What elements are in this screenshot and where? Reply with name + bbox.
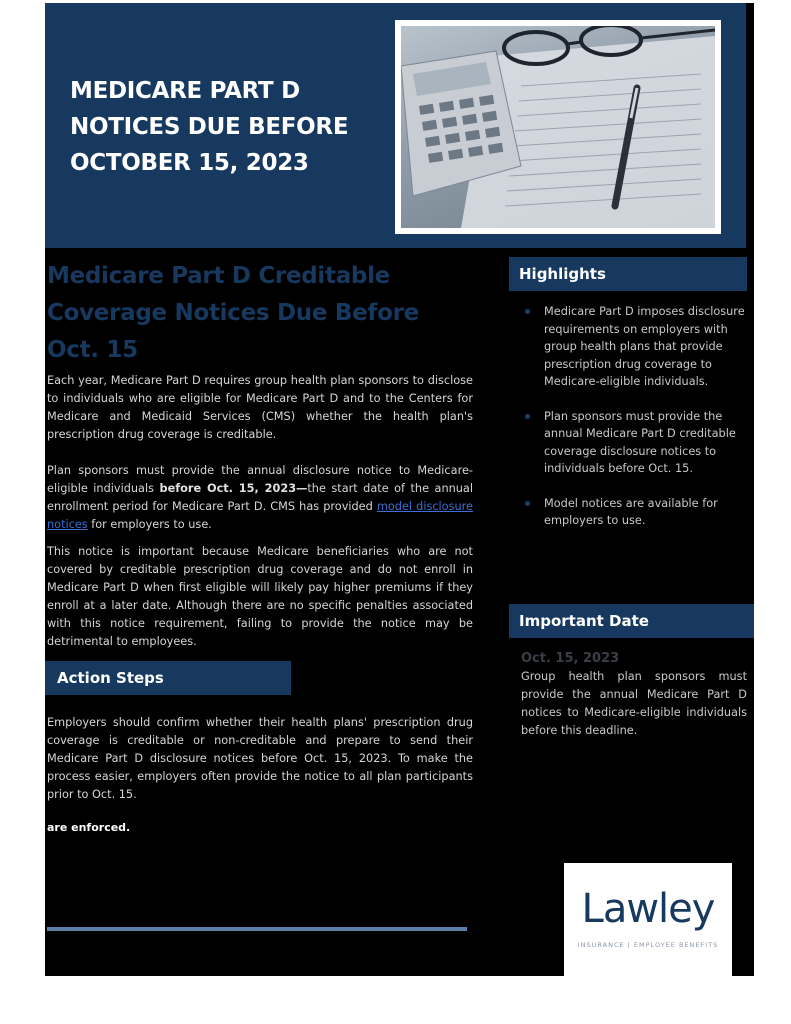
footer-divider — [47, 927, 467, 931]
article-title-line: Oct. 15 — [47, 337, 138, 363]
important-date-heading: Important Date — [509, 604, 754, 638]
header-edge — [746, 3, 754, 248]
header-banner — [45, 3, 746, 248]
highlights-list — [519, 303, 749, 547]
header-title-line: NOTICES DUE BEFORE — [70, 114, 349, 140]
article-title-line: Medicare Part D Creditable — [47, 263, 390, 289]
highlight-text: Plan sponsors must provide the annual Medicare Part D creditable coverage disclosure notices to individuals before Oct. 15. — [544, 409, 736, 475]
highlight-item — [519, 495, 749, 530]
highlight-text: Medicare Part D imposes disclosure requirements on employers with group health plans that provide prescription drug coverage to Medicare-eligible individuals. — [544, 305, 745, 388]
header-photo-frame — [395, 20, 721, 234]
logo-wordmark: Lawley — [581, 886, 715, 932]
photo-illustration — [401, 26, 715, 228]
action-steps-paragraph: Employers should confirm whether their health plans' prescription drug coverage is creditable or non-creditable and prepare to send their Medicare Part D disclosure notices before Oct. 15, 2023. To make the process easier, employers often provide the notice to all plan participants prior to Oct. 15. — [47, 716, 473, 801]
important-date-text: Group health plan sponsors must provide the annual Medicare Part D notices to Medicare-eligible individuals before this deadline. — [521, 670, 747, 737]
header-title-line: OCTOBER 15, 2023 — [70, 150, 309, 176]
deadline-paragraph — [47, 462, 473, 534]
newsletter-page — [45, 3, 754, 976]
highlight-item — [519, 303, 749, 391]
deadline-text-post: for employers to use. — [87, 518, 212, 531]
highlight-item — [519, 408, 749, 478]
calculator-glasses-pen-photo — [401, 26, 715, 228]
bullet-icon — [525, 309, 530, 314]
importance-paragraph: This notice is important because Medicare beneficiaries who are not covered by creditable prescription drug coverage and do not enroll in Medicare Part D when first eligible will likely pay higher premiums if they enroll at a later date. Although there are no specific penalties associated with this notice requirement, failing to provide the notice may be detrimental to employees. — [47, 545, 473, 648]
important-date-label: Oct. 15, 2023 — [521, 651, 620, 666]
deadline-text-mid: the start date of the annual enrollment period for Medicare Part D. CMS has provided — [47, 482, 473, 513]
deadline-text-pre: Plan sponsors must provide the annual disclosure notice to Medicare-eligible individuals — [47, 464, 473, 495]
bullet-icon — [525, 414, 530, 419]
action-steps-heading: Action Steps — [45, 661, 291, 695]
intro-paragraph: Each year, Medicare Part D requires group health plan sponsors to disclose to individuals who are eligible for Medicare Part D and to the Centers for Medicare and Medicaid Services (CMS) whether the health plan's prescription drug coverage is creditable. — [47, 374, 473, 441]
bullet-icon — [525, 501, 530, 506]
highlight-text: Model notices are available for employers to use. — [544, 496, 718, 527]
deadline-date-bold: before Oct. 15, 2023— — [159, 482, 308, 495]
header-title — [70, 73, 348, 181]
article-title — [47, 258, 467, 369]
highlights-heading: Highlights — [509, 257, 747, 291]
article-title-line: Coverage Notices Due Before — [47, 300, 419, 326]
header-title-line: MEDICARE PART D — [70, 78, 300, 104]
lawley-logo — [564, 863, 732, 976]
model-notices-link[interactable]: model disclosure notices — [47, 500, 473, 531]
logo-tagline: INSURANCE | EMPLOYEE BENEFITS — [577, 941, 719, 949]
enforced-fragment: are enforced. — [47, 821, 131, 834]
